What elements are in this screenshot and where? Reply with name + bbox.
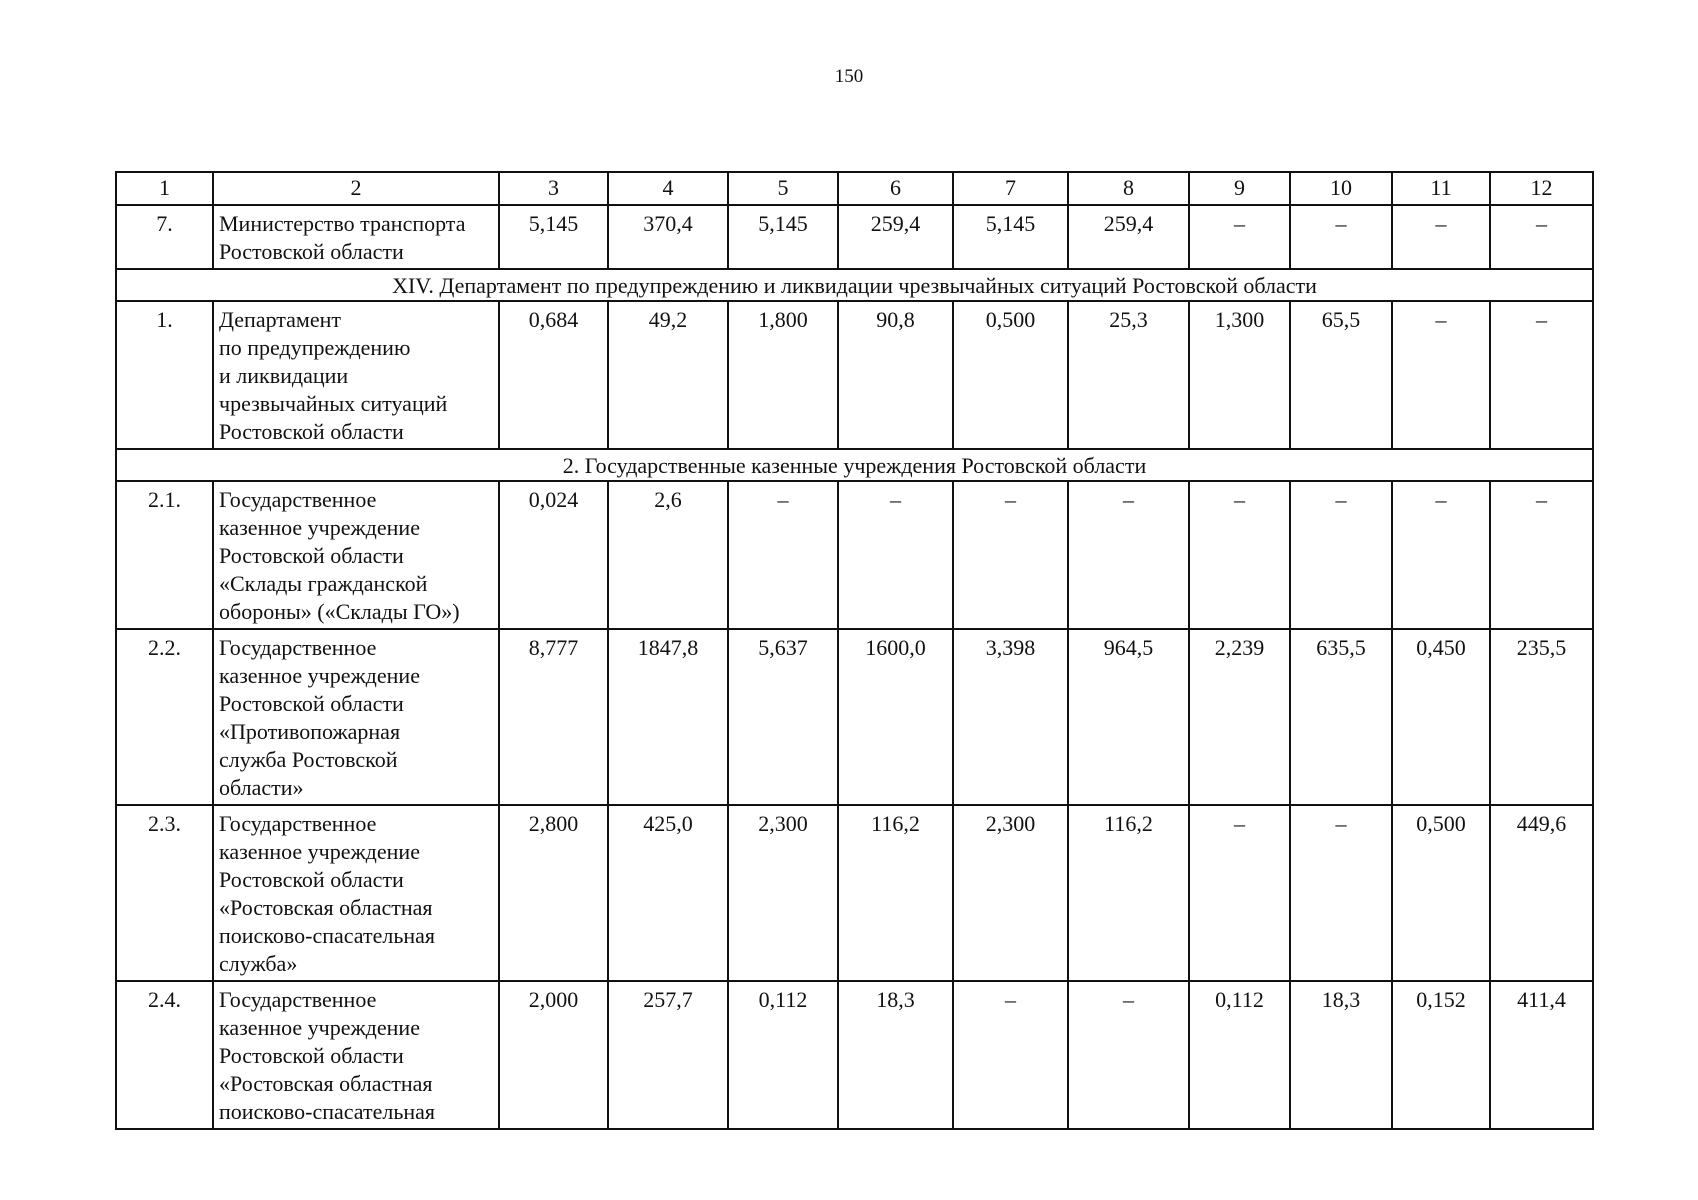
value-cell: – [953,981,1068,1129]
table-row [116,301,1593,449]
organization-name-line: и ликвидации [219,363,349,388]
organization-name-line: обороны» («Склады ГО») [219,599,460,624]
value-cell: 65,5 [1290,301,1392,449]
organization-name-line: Ростовской области [219,239,404,264]
value-cell: 3,398 [953,629,1068,805]
value-cell: 370,4 [608,205,728,269]
value-cell: 2,300 [953,805,1068,981]
organization-name-line: Ростовской области [219,867,404,892]
value-cell: – [728,481,838,629]
value-cell: 2,000 [499,981,608,1129]
value-cell: 0,500 [1392,805,1490,981]
value-cell: 116,2 [1068,805,1189,981]
value-cell: 259,4 [1068,205,1189,269]
row-number: 1. [116,301,213,449]
organization-name-line: Государственное [219,635,377,660]
value-cell: 90,8 [838,301,953,449]
organization-name-line: чрезвычайных ситуаций [219,391,448,416]
value-cell: 5,637 [728,629,838,805]
table-row [116,205,1593,269]
value-cell: – [1189,205,1290,269]
section-title: 2. Государственные казенные учреждения Ростовской области [116,449,1593,481]
value-cell: – [1290,205,1392,269]
organization-name-line: Министерство транспорта [219,211,466,236]
value-cell: 18,3 [838,981,953,1129]
row-number: 7. [116,205,213,269]
organization-name-line: Ростовской области [219,543,404,568]
value-cell: 0,450 [1392,629,1490,805]
organization-name-line: служба» [219,951,298,976]
table-row [116,981,1593,1129]
value-cell: 2,300 [728,805,838,981]
value-cell: – [953,481,1068,629]
section-title: XIV. Департамент по предупреждению и ликвидации чрезвычайных ситуаций Ростовской области [116,269,1593,301]
value-cell: – [1290,805,1392,981]
organization-name [213,481,499,629]
value-cell: – [1392,481,1490,629]
row-number: 2.2. [116,629,213,805]
value-cell: 2,239 [1189,629,1290,805]
value-cell: 635,5 [1290,629,1392,805]
column-header: 2 [213,172,499,205]
organization-name-line: служба Ростовской [219,747,398,772]
organization-name-line: Ростовской области [219,1043,404,1068]
value-cell: 25,3 [1068,301,1189,449]
value-cell: 1600,0 [838,629,953,805]
value-cell: – [1189,481,1290,629]
value-cell: 411,4 [1490,981,1593,1129]
value-cell: – [1392,205,1490,269]
value-cell: – [1392,301,1490,449]
value-cell: 0,024 [499,481,608,629]
column-header: 12 [1490,172,1593,205]
value-cell: 259,4 [838,205,953,269]
organization-name [213,629,499,805]
value-cell: – [1189,805,1290,981]
value-cell: – [1490,301,1593,449]
value-cell: 1847,8 [608,629,728,805]
value-cell: 2,6 [608,481,728,629]
organization-name-line: казенное учреждение [219,515,420,540]
column-header: 11 [1392,172,1490,205]
value-cell: 0,684 [499,301,608,449]
organization-name-line: области» [219,775,304,800]
organization-name [213,205,499,269]
value-cell: 449,6 [1490,805,1593,981]
value-cell: 1,800 [728,301,838,449]
column-header: 7 [953,172,1068,205]
column-header: 4 [608,172,728,205]
organization-name-line: «Склады гражданской [219,571,428,596]
organization-name-line: «Ростовская областная [219,895,433,920]
value-cell: 49,2 [608,301,728,449]
data-table [115,171,1594,1130]
section-row [116,449,1593,481]
row-number: 2.4. [116,981,213,1129]
organization-name-line: казенное учреждение [219,1015,420,1040]
column-header: 10 [1290,172,1392,205]
column-header: 9 [1189,172,1290,205]
value-cell: 964,5 [1068,629,1189,805]
organization-name-line: «Ростовская областная [219,1071,433,1096]
organization-name [213,981,499,1129]
table-row [116,629,1593,805]
table-row [116,805,1593,981]
value-cell: 5,145 [499,205,608,269]
value-cell: 1,300 [1189,301,1290,449]
value-cell: 18,3 [1290,981,1392,1129]
organization-name [213,301,499,449]
column-header: 3 [499,172,608,205]
value-cell: 0,152 [1392,981,1490,1129]
column-header: 5 [728,172,838,205]
row-number: 2.3. [116,805,213,981]
value-cell: 5,145 [953,205,1068,269]
value-cell: – [838,481,953,629]
organization-name-line: «Противопожарная [219,719,401,744]
organization-name-line: Государственное [219,487,377,512]
organization-name-line: Ростовской области [219,691,404,716]
page-number: 150 [834,66,864,87]
organization-name-line: Государственное [219,987,377,1012]
value-cell: – [1490,481,1593,629]
value-cell: 0,500 [953,301,1068,449]
value-cell: 5,145 [728,205,838,269]
organization-name-line: казенное учреждение [219,839,420,864]
column-header: 8 [1068,172,1189,205]
table-row [116,481,1593,629]
value-cell: 8,777 [499,629,608,805]
organization-name-line: Государственное [219,811,377,836]
value-cell: 2,800 [499,805,608,981]
column-header: 1 [116,172,213,205]
organization-name-line: по предупреждению [219,335,411,360]
organization-name-line: Департамент [219,307,342,332]
value-cell: – [1068,481,1189,629]
value-cell: 425,0 [608,805,728,981]
value-cell: 0,112 [1189,981,1290,1129]
organization-name-line: Ростовской области [219,419,404,444]
organization-name-line: поисково-спасательная [219,1099,436,1124]
row-number: 2.1. [116,481,213,629]
value-cell: – [1290,481,1392,629]
value-cell: 235,5 [1490,629,1593,805]
value-cell: – [1490,205,1593,269]
value-cell: – [1068,981,1189,1129]
value-cell: 116,2 [838,805,953,981]
section-row [116,269,1593,301]
column-header-row [116,172,1593,205]
column-header: 6 [838,172,953,205]
value-cell: 257,7 [608,981,728,1129]
organization-name-line: поисково-спасательная [219,923,436,948]
organization-name-line: казенное учреждение [219,663,420,688]
value-cell: 0,112 [728,981,838,1129]
organization-name [213,805,499,981]
